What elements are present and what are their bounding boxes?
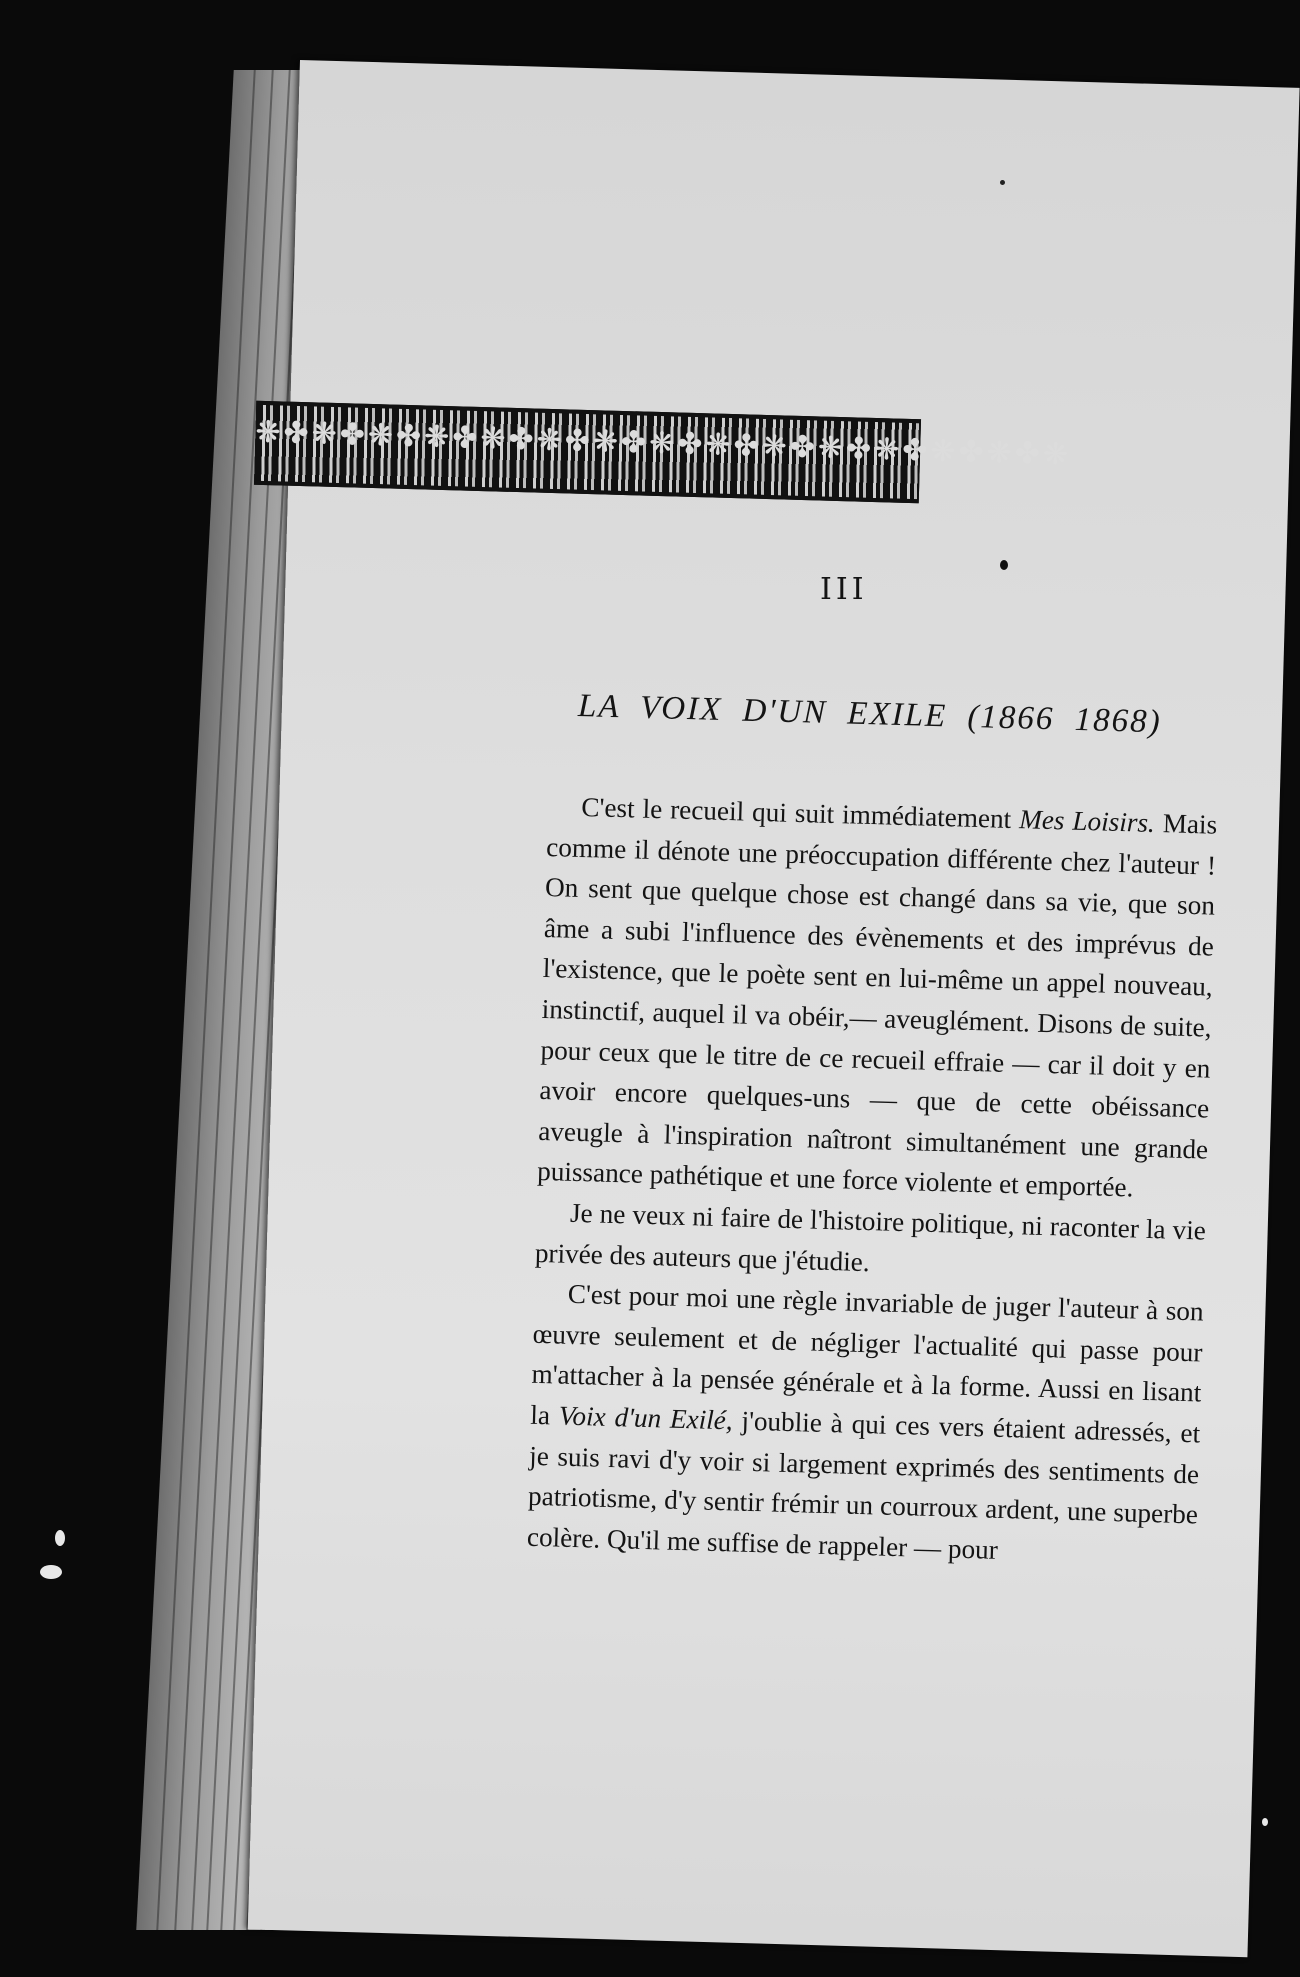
paragraph-1-text-a: C'est le recueil qui suit immédiatement — [581, 791, 1020, 835]
book-title-mes-loisirs: Mes Loisirs. — [1018, 804, 1156, 838]
paragraph-1-text-b: Mais comme il dénote une préoccupation différente chez l'auteur ! On sent que quelque chose est changé dans sa vie, que son âme a subi l'influence des évènements et des imprévus de l'existence, que le poète sent en lui-même un appel nouveau, instinctif, auquel il va obéir,— aveuglément. Disons de suite, pour ceux que le titre de ce recueil effraie — car il doit y en avoir encore quelques-uns — que de cette obéissance aveugle à l'inspiration naîtront simultanément une grande puissance pathétique et une force violente et emportée. — [536, 807, 1218, 1203]
print-speck — [1000, 180, 1005, 185]
body-text — [526, 786, 1217, 1576]
paragraph-1 — [537, 786, 1218, 1210]
chapter-number: III — [820, 572, 868, 607]
book-title-voix-d-un-exile: Voix d'un Exilé, — [558, 1400, 734, 1436]
paragraph-3-text-b: j'oublie à qui ces vers étaient adressés, et je suis ravi d'y voir si largement exprimés des sentiments de patriotisme, d'y sentir frémir un courroux ardent, une superbe colère. Qu'il me suffise de rappeler — pour — [526, 1405, 1201, 1565]
ornament-glyphs: ❋✤❋✤❋✤❋✤❋✤❋✤❋✤❋✤❋✤❋✤❋✤❋✤❋✤❋✤❋ — [254, 414, 1072, 473]
dust-speck — [55, 1530, 65, 1546]
print-speck — [1000, 560, 1008, 570]
chapter-title: LA VOIX D'UN EXILE (1866 1868) — [577, 688, 1163, 741]
paragraph-3 — [526, 1273, 1204, 1576]
dust-speck — [40, 1565, 62, 1579]
dust-speck — [1262, 1818, 1268, 1826]
paragraph-3-text-a: C'est pour moi une règle invariable de juger l'auteur à son œuvre seulement et de négliger l'actualité qui passe pour m'attacher à la pensée générale et à la forme. Aussi en lisant la — [530, 1278, 1204, 1431]
paragraph-2: Je ne veux ni faire de l'histoire politique, ni raconter la vie privée des auteurs que j'étudie. — [534, 1197, 1207, 1277]
